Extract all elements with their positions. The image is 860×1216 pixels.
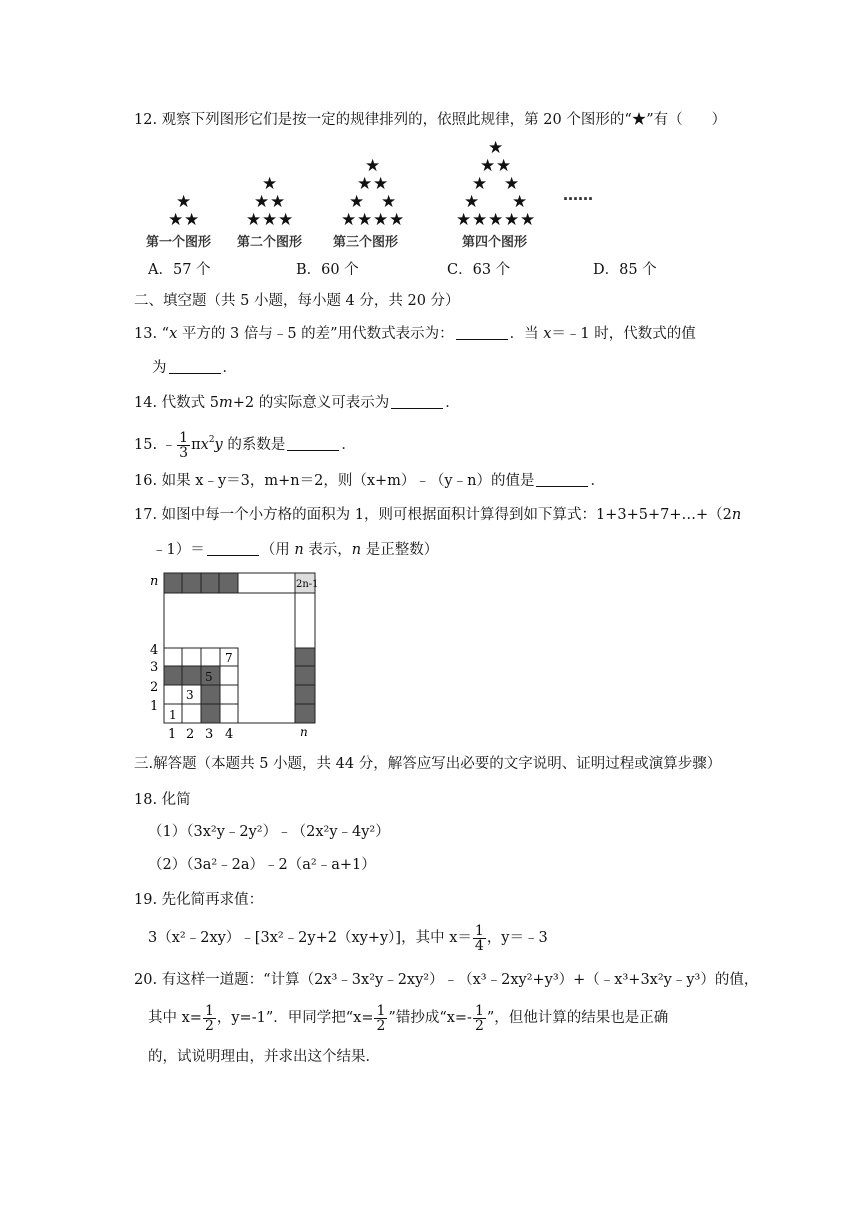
star-icon: ★ bbox=[246, 210, 262, 230]
star-icon: ★ bbox=[168, 210, 184, 230]
q13-text-c: ．当 bbox=[509, 326, 544, 342]
q20-fraction-3 bbox=[473, 1004, 486, 1033]
q20-line1: 20. 有这样一道题：“计算（2x³﹣3x²y﹣2xy²）﹣（x³﹣2xy²+y³）+（﹣x³+3x²y﹣y³）的值， bbox=[134, 972, 759, 988]
label-bottom-2: 2 bbox=[186, 727, 195, 742]
q15-blank[interactable] bbox=[287, 435, 339, 451]
q20-text-d: ”，但他计算的结果也是正确 bbox=[486, 1010, 669, 1026]
star-icon: ★ bbox=[176, 192, 192, 212]
star-icon: ★ bbox=[488, 138, 504, 158]
option-b: B．60 个 bbox=[296, 262, 359, 278]
star-icon: ★ bbox=[341, 210, 357, 230]
q14-text-b: +2 的实际意义可表示为 bbox=[232, 395, 390, 411]
star-icon: ★ bbox=[262, 210, 278, 230]
q20-text-b: ，y=-1”．甲同学把“x= bbox=[216, 1010, 374, 1026]
q20-numerator-2: 1 bbox=[376, 1002, 386, 1019]
q20-denominator-1: 2 bbox=[204, 1017, 214, 1034]
star-icon: ★ bbox=[349, 192, 365, 212]
q13-text-g: ． bbox=[222, 360, 237, 376]
label-left-3: 3 bbox=[150, 660, 159, 675]
q17-text-2c: 表示， bbox=[303, 542, 352, 558]
q16-line bbox=[134, 471, 605, 491]
star-icon: ★ bbox=[278, 210, 294, 230]
star-icon: ★ bbox=[262, 174, 278, 194]
q15-var-y: y bbox=[214, 437, 223, 453]
q20-fraction-1 bbox=[203, 1004, 216, 1033]
section-2-heading: 二、填空题（共 5 小题，每小题 4 分，共 20 分） bbox=[134, 293, 460, 309]
q14-text-c: ． bbox=[445, 395, 460, 411]
q14-line bbox=[134, 393, 460, 413]
q14-text-a: 14. 代数式 5 bbox=[134, 395, 220, 411]
q20-text-a: 其中 x= bbox=[148, 1010, 202, 1026]
q17-var-n: n bbox=[731, 507, 742, 523]
q19-fraction bbox=[473, 924, 486, 953]
q17-line1 bbox=[134, 505, 741, 525]
q18-part1: （1）（3x²y﹣2y²）﹣（2x²y﹣4y²） bbox=[148, 824, 390, 840]
q17-var-n2: n bbox=[294, 542, 304, 558]
q17-line2 bbox=[152, 540, 438, 560]
q15-var-x: x bbox=[200, 437, 209, 453]
q13-text-e: ＝﹣1 时，代数式的值 bbox=[551, 326, 696, 342]
q13-text-a: 13. “ bbox=[134, 326, 170, 342]
q20-fraction-2 bbox=[374, 1004, 387, 1033]
q17-text-1: 17. 如图中每一个小方格的面积为 1，则可根据面积计算得到如下算式：1+3+5+7+…+（2 bbox=[134, 507, 732, 523]
option-c: C．63 个 bbox=[447, 262, 511, 278]
inner-label-5: 5 bbox=[205, 670, 213, 684]
q19-expression bbox=[148, 920, 548, 956]
q16-text-end: ． bbox=[590, 473, 605, 489]
q16-expression: x﹣y＝3，m+n＝2，则（x+m）﹣（y﹣n）的值是 bbox=[195, 473, 535, 489]
q20-numerator-3: 1 bbox=[474, 1002, 484, 1019]
q17-text-2a: ﹣1）＝ bbox=[152, 542, 205, 558]
figure-caption-3: 第三个图形 bbox=[333, 235, 399, 250]
figure-caption-2: 第二个图形 bbox=[237, 235, 303, 250]
q15-line bbox=[134, 428, 356, 462]
q13-text-b: 平方的 3 倍与﹣5 的差”用代数式表示为： bbox=[177, 326, 454, 342]
figure-ellipsis: …… bbox=[563, 186, 593, 204]
option-a: A．57 个 bbox=[148, 262, 211, 278]
star-icon: ★ bbox=[464, 192, 480, 212]
star-icon: ★ bbox=[456, 210, 472, 230]
star-icon: ★ bbox=[504, 210, 520, 230]
label-left-2: 2 bbox=[150, 680, 159, 695]
label-bottom-n: n bbox=[300, 725, 308, 739]
q13-blank-2[interactable] bbox=[169, 358, 221, 374]
q14-var-m: m bbox=[219, 395, 233, 411]
star-icon: ★ bbox=[504, 174, 520, 194]
q20-text-c: ”错抄成“x=- bbox=[388, 1010, 472, 1026]
q15-text-d: ． bbox=[341, 437, 356, 453]
star-icon: ★ bbox=[472, 174, 488, 194]
q18-part2: （2）（3a²﹣2a）﹣2（a²﹣a+1） bbox=[148, 857, 376, 873]
inner-label-3: 3 bbox=[186, 688, 194, 702]
option-d: D．85 个 bbox=[593, 262, 657, 278]
q18-title: 18. 化简 bbox=[134, 792, 191, 808]
section-3-heading: 三.解答题（本题共 5 小题，共 44 分，解答应写出必要的文字说明、证明过程或演算步骤） bbox=[134, 756, 722, 772]
q13-var-x: x bbox=[169, 326, 178, 342]
q17-text-2d: 是正整数） bbox=[361, 542, 439, 558]
star-icon: ★ bbox=[512, 192, 528, 212]
star-icon: ★ bbox=[357, 174, 373, 194]
label-top-right: 2n-1 bbox=[296, 579, 319, 590]
q14-blank[interactable] bbox=[391, 393, 443, 409]
label-left-4: 4 bbox=[150, 643, 159, 658]
star-icon: ★ bbox=[480, 156, 496, 176]
q13-blank-1[interactable] bbox=[456, 324, 508, 340]
star-icon: ★ bbox=[472, 210, 488, 230]
q15-exponent: 2 bbox=[208, 435, 215, 445]
label-top-n: n bbox=[150, 574, 159, 589]
q19-text-a: 3（x²﹣2xy）﹣[3x²﹣2y+2（xy+y）]，其中 x＝ bbox=[148, 930, 472, 946]
q15-denominator: 3 bbox=[179, 444, 189, 461]
q20-numerator-1: 1 bbox=[204, 1002, 214, 1019]
star-icon: ★ bbox=[254, 192, 270, 212]
q15-numerator: 1 bbox=[179, 429, 189, 446]
figure-caption-1: 第一个图形 bbox=[146, 235, 212, 250]
q17-blank[interactable] bbox=[207, 540, 259, 556]
star-icon: ★ bbox=[520, 210, 536, 230]
q20-denominator-3: 2 bbox=[474, 1017, 484, 1034]
star-icon: ★ bbox=[373, 174, 389, 194]
q15-text-a: 15. ﹣ bbox=[134, 437, 177, 453]
q17-text-2b: （用 bbox=[260, 542, 295, 558]
figure-caption-4: 第四个图形 bbox=[462, 235, 528, 250]
q20-denominator-2: 2 bbox=[376, 1017, 386, 1034]
star-icon: ★ bbox=[488, 210, 504, 230]
q15-pi: π bbox=[191, 437, 201, 453]
q19-denominator: 4 bbox=[474, 937, 484, 954]
star-icon: ★ bbox=[270, 192, 286, 212]
label-left-1: 1 bbox=[150, 699, 159, 714]
star-icon: ★ bbox=[496, 156, 512, 176]
star-icon: ★ bbox=[365, 156, 381, 176]
q13-line1 bbox=[134, 324, 696, 344]
q17-grid-figure bbox=[140, 568, 330, 742]
inner-label-7: 7 bbox=[225, 651, 233, 665]
q13-var-x2: x bbox=[543, 326, 552, 342]
q19-numerator: 1 bbox=[474, 922, 484, 939]
star-icon: ★ bbox=[373, 210, 389, 230]
label-bottom-1: 1 bbox=[168, 727, 177, 742]
star-icon: ★ bbox=[381, 192, 397, 212]
q20-line2 bbox=[148, 1000, 668, 1036]
q12-text: 12. 观察下列图形它们是按一定的规律排列的，依照此规律，第 20 个图形的“★”有（ ） bbox=[134, 112, 727, 128]
star-icon: ★ bbox=[184, 210, 200, 230]
label-bottom-4: 4 bbox=[225, 727, 234, 742]
q15-fraction bbox=[177, 431, 190, 460]
q20-line3: 的，试说明理由，并求出这个结果． bbox=[148, 1049, 380, 1065]
star-icon: ★ bbox=[389, 210, 405, 230]
q16-blank[interactable] bbox=[536, 471, 588, 487]
q19-text-b: ，y＝﹣3 bbox=[486, 930, 548, 946]
q17-var-n3: n bbox=[351, 542, 362, 558]
inner-label-1: 1 bbox=[169, 708, 177, 722]
label-bottom-3: 3 bbox=[205, 727, 214, 742]
q13-line2 bbox=[152, 358, 237, 378]
q15-text-c: 的系数是 bbox=[222, 437, 286, 453]
q16-text-a: 16. 如果 bbox=[134, 473, 196, 489]
star-icon: ★ bbox=[357, 210, 373, 230]
q19-title: 19. 先化简再求值： bbox=[134, 892, 264, 908]
q13-text-f: 为 bbox=[152, 360, 167, 376]
